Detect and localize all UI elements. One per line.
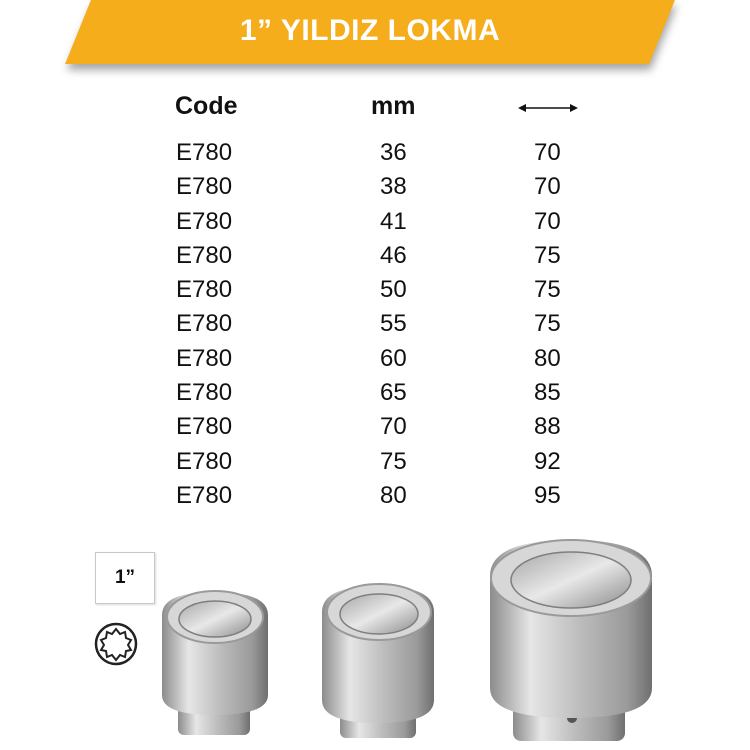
socket-illustration	[0, 520, 750, 750]
code-cell: E780	[176, 241, 233, 269]
mm-cell: 80	[380, 481, 407, 509]
header-code: Code	[175, 92, 238, 120]
code-cell: E780	[176, 139, 233, 166]
length-cell: 70	[534, 139, 561, 166]
table-row	[0, 481, 750, 515]
mm-cell: 60	[380, 344, 407, 372]
code-cell: E780	[176, 379, 233, 407]
length-cell: 85	[534, 379, 561, 407]
header-mm: mm	[371, 92, 416, 120]
mm-cell: 41	[380, 207, 407, 235]
socket-medium	[322, 584, 434, 738]
table-row	[0, 447, 750, 481]
table-row	[0, 309, 750, 343]
table-row	[0, 207, 750, 241]
spec-table	[0, 138, 750, 515]
code-cell: E780	[176, 207, 233, 235]
mm-cell: 46	[380, 241, 407, 269]
mm-cell: 70	[380, 413, 407, 441]
code-cell: E780	[176, 447, 233, 475]
length-cell: 75	[534, 276, 561, 304]
mm-cell: 65	[380, 379, 407, 407]
table-row	[0, 172, 750, 206]
code-cell: E780	[176, 276, 233, 304]
table-row	[0, 344, 750, 378]
table-row	[0, 378, 750, 412]
code-cell: E780	[176, 481, 233, 509]
mm-cell: 38	[380, 173, 407, 201]
length-cell: 75	[534, 241, 561, 269]
table-row	[0, 412, 750, 446]
code-cell: E780	[176, 344, 233, 372]
table-row	[0, 138, 750, 172]
double-arrow-icon	[517, 100, 579, 116]
length-cell: 88	[534, 413, 561, 441]
table-row	[0, 241, 750, 275]
code-cell: E780	[176, 310, 233, 338]
socket-small	[162, 591, 268, 735]
socket-large	[490, 540, 652, 741]
length-cell: 70	[534, 173, 561, 201]
mm-cell: 36	[380, 139, 407, 166]
mm-cell: 55	[380, 310, 407, 338]
length-cell: 95	[534, 481, 561, 509]
page-title: 1” YILDIZ LOKMA	[239, 14, 501, 47]
code-cell: E780	[176, 173, 233, 201]
mm-cell: 75	[380, 447, 407, 475]
drive-size-label: 1”	[114, 567, 136, 588]
length-cell: 92	[534, 447, 561, 475]
table-row	[0, 275, 750, 309]
length-cell: 70	[534, 207, 561, 235]
length-cell: 80	[534, 344, 561, 372]
length-cell: 75	[534, 310, 561, 338]
code-cell: E780	[176, 413, 233, 441]
mm-cell: 50	[380, 276, 407, 304]
